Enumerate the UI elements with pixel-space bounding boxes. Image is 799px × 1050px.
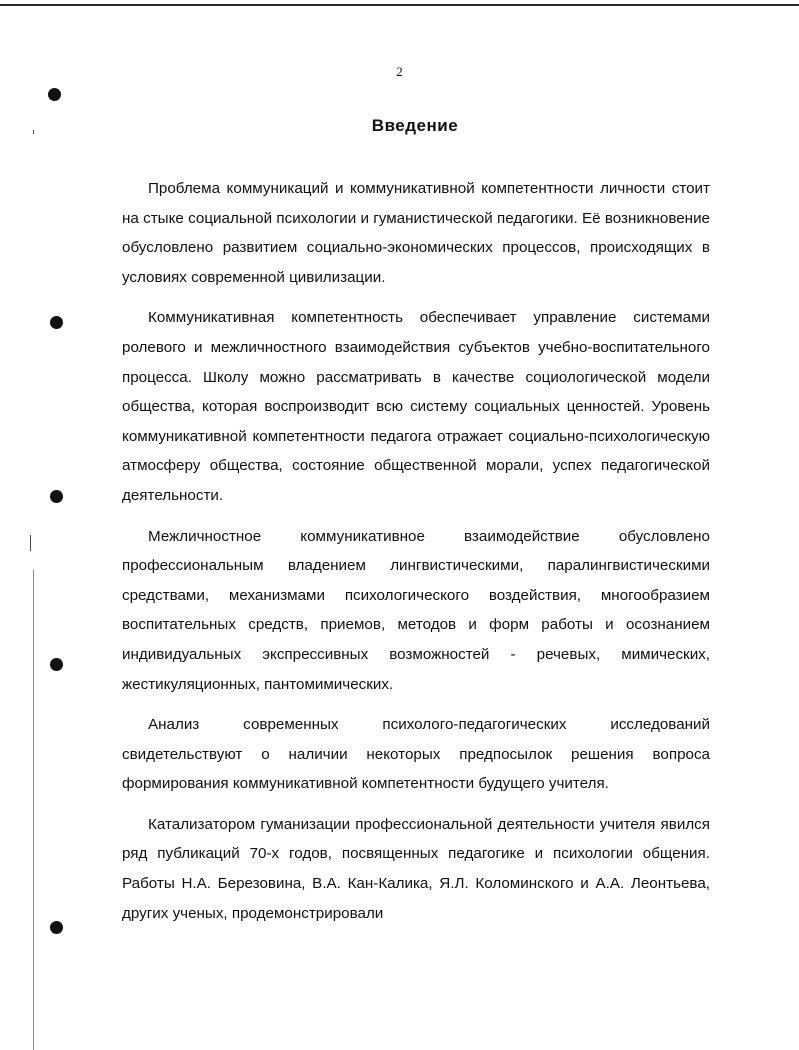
paragraph: Катализатором гуманизации профессиональной деятельности учителя явился ряд публикаций 70-х годов, посвященных педагогике и психологии общения. Работы Н.А. Березовина, В.А. Кан-Калика, Я.Л. Коломинского и А.А. Леонтьева, других ученых, продемонстрировали xyxy=(122,815,710,922)
paragraph: Коммуникативная компетентность обеспечивает управление системами ролевого и межличностного взаимодействия субъектов учебно-воспитательного процесса. Школу можно рассматривать в качестве социологической модели общества, которая воспроизводит всю систему социальных ценностей. Уровень коммуникативной компетентности педагога отражает социально-психологическую атмосферу общества, состояние общественной морали, успех педагогической деятельности. xyxy=(122,309,710,504)
paragraph: Анализ современных психолого-педагогических исследований свидетельствуют о наличии некоторых предпосылок решения вопроса формирования коммуникативной компетентности будущего учителя. xyxy=(122,716,710,793)
punch-hole-mark xyxy=(50,921,63,934)
scan-margin-tick xyxy=(33,570,34,1050)
paragraph: Проблема коммуникаций и коммуникативной компетентности личности стоит на стыке социальной психологии и гуманистической педагогики. Её возникновение обусловлено развитием социально-экономических процессов, происходящих в условиях современной цивилизации. xyxy=(122,180,710,286)
punch-hole-mark xyxy=(50,316,63,329)
page-title: Введение xyxy=(371,116,459,135)
top-scan-edge xyxy=(0,4,799,6)
punch-hole-mark xyxy=(48,88,61,101)
body-text xyxy=(122,174,710,928)
punch-hole-mark xyxy=(50,490,63,503)
scan-margin-tick xyxy=(30,535,31,551)
punch-hole-mark xyxy=(50,658,63,671)
paragraph: Межличностное коммуникативное взаимодействие обусловлено профессиональным владением лингвистическими, паралингвистическими средствами, механизмами психологического воздействия, многообразием воспитательных средств, приемов, методов и форм работы и осознанием индивидуальных экспрессивных возможностей - речевых, мимических, жестикуляционных, пантомимических. xyxy=(122,527,710,693)
page-number: 2 xyxy=(396,64,403,79)
